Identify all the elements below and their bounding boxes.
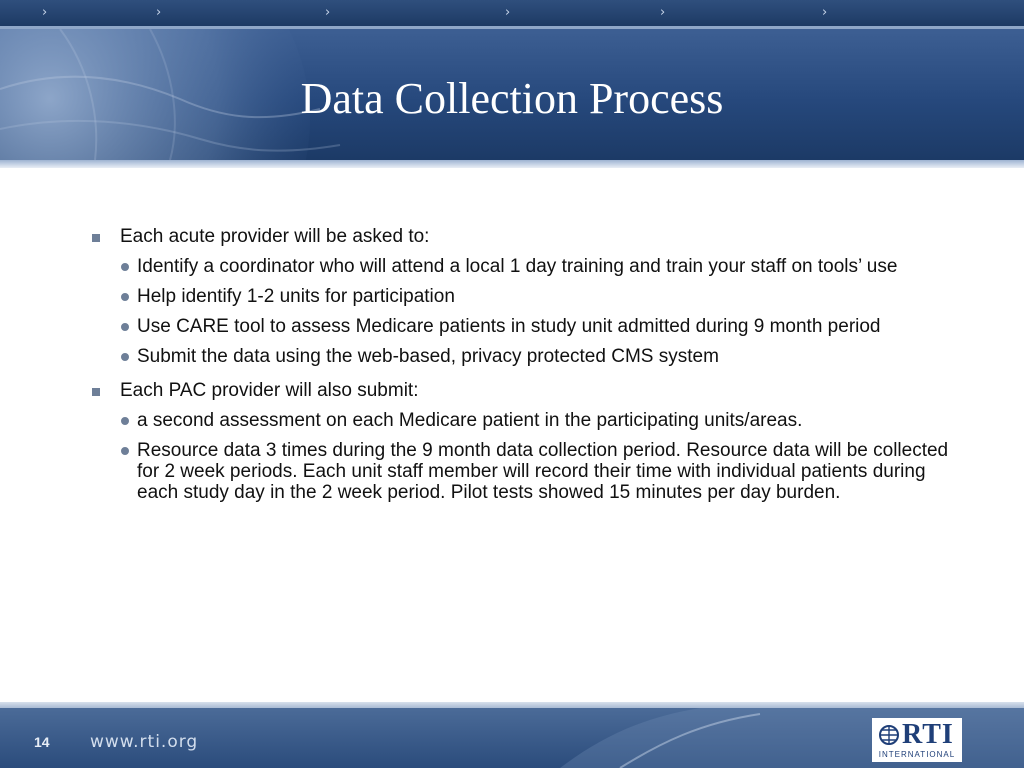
- sub-bullet-text: Resource data 3 times during the 9 month data collection period. Resource data will be collected for 2 week periods. Each unit staff member will record their time with individual patients during each study day in the 2 week period. Pilot tests showed 15 minutes per day burden.: [137, 440, 949, 503]
- bullet-level2: [92, 346, 952, 367]
- round-bullet-icon: [121, 447, 129, 455]
- chevron-right-icon: ›: [156, 5, 162, 20]
- sub-bullet-text: Use CARE tool to assess Medicare patients in study unit admitted during 9 month period: [137, 316, 881, 337]
- slide-body: [92, 226, 952, 512]
- round-bullet-icon: [121, 353, 129, 361]
- sub-bullet-text: Submit the data using the web-based, privacy protected CMS system: [137, 346, 719, 367]
- slide-number: 14: [34, 734, 50, 750]
- bullet-level2: [92, 440, 952, 503]
- round-bullet-icon: [121, 323, 129, 331]
- chevron-right-icon: ›: [505, 5, 511, 20]
- bullet-level2: [92, 316, 952, 337]
- round-bullet-icon: [121, 417, 129, 425]
- bullet-level2: [92, 256, 952, 277]
- sub-bullet-list: [92, 410, 952, 503]
- round-bullet-icon: [121, 293, 129, 301]
- globe-logo-icon: [878, 724, 904, 746]
- round-bullet-icon: [121, 263, 129, 271]
- rti-logo: [872, 718, 962, 762]
- bullet-level1: [92, 226, 952, 248]
- bullet-level1: [92, 380, 952, 402]
- sub-bullet-text: a second assessment on each Medicare patient in the participating units/areas.: [137, 410, 803, 431]
- slide-title: Data Collection Process: [300, 74, 724, 123]
- sub-bullet-text: Identify a coordinator who will attend a local 1 day training and train your staff on tools’ use: [137, 256, 898, 277]
- bullet-level2: [92, 286, 952, 307]
- site-url-link[interactable]: www.rti.org: [90, 732, 199, 752]
- bullet-text: Each acute provider will be asked to:: [120, 226, 430, 247]
- logo-wordmark: RTI: [902, 719, 954, 750]
- chevron-right-icon: ›: [660, 5, 666, 20]
- header-divider: [0, 160, 1024, 168]
- sub-bullet-text: Help identify 1-2 units for participation: [137, 286, 455, 307]
- logo-subtitle: INTERNATIONAL: [878, 750, 956, 759]
- top-arrow-strip: [0, 0, 1024, 26]
- chevron-right-icon: ›: [42, 5, 48, 20]
- footer-bar: [0, 708, 1024, 768]
- chevron-right-icon: ›: [325, 5, 331, 20]
- bullet-level2: [92, 410, 952, 431]
- chevron-right-icon: ›: [822, 5, 828, 20]
- sub-bullet-list: [92, 256, 952, 367]
- square-bullet-icon: [92, 234, 100, 242]
- bullet-text: Each PAC provider will also submit:: [120, 380, 419, 401]
- square-bullet-icon: [92, 388, 100, 396]
